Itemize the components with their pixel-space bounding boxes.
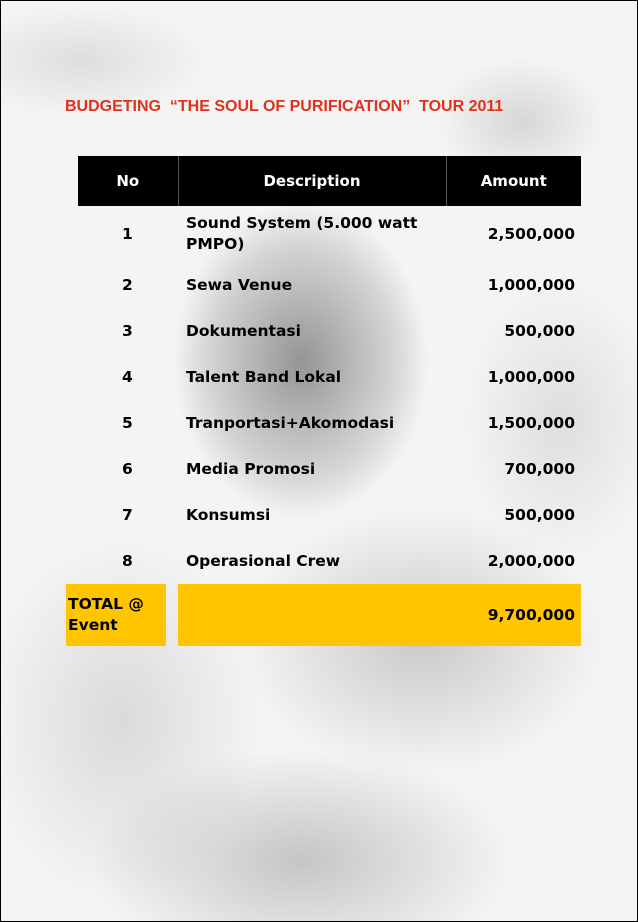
total-label: TOTAL @ Event xyxy=(66,584,166,646)
row-description: Dokumentasi xyxy=(186,321,301,340)
table-row xyxy=(78,206,581,262)
total-spacer xyxy=(178,584,446,646)
row-no: 1 xyxy=(122,225,133,243)
row-amount: 2,000,000 xyxy=(487,552,575,570)
header-amount: Amount xyxy=(446,156,581,206)
table-row xyxy=(78,400,581,446)
row-no: 7 xyxy=(122,506,133,524)
total-row xyxy=(78,584,581,646)
total-amount: 9,700,000 xyxy=(446,584,581,646)
row-amount: 1,000,000 xyxy=(487,276,575,294)
table-row xyxy=(78,492,581,538)
row-amount: 500,000 xyxy=(504,506,575,524)
row-no: 6 xyxy=(122,460,133,478)
table-row xyxy=(78,538,581,584)
row-description: Konsumsi xyxy=(186,505,271,524)
row-amount: 1,000,000 xyxy=(487,368,575,386)
table-row xyxy=(78,354,581,400)
row-amount: 700,000 xyxy=(504,460,575,478)
row-no: 5 xyxy=(122,414,133,432)
table-header-row xyxy=(78,156,581,206)
table-row xyxy=(78,308,581,354)
table-row xyxy=(78,262,581,308)
row-no: 3 xyxy=(122,322,133,340)
table-row xyxy=(78,446,581,492)
row-description: Sewa Venue xyxy=(186,275,293,294)
row-no: 2 xyxy=(122,276,133,294)
row-no: 8 xyxy=(122,552,133,570)
row-description: Sound System (5.000 watt PMPO) xyxy=(186,214,418,253)
header-no: No xyxy=(78,156,178,206)
header-description: Description xyxy=(178,156,446,206)
row-description: Tranportasi+Akomodasi xyxy=(186,413,395,432)
row-description: Media Promosi xyxy=(186,459,316,478)
row-amount: 2,500,000 xyxy=(487,225,575,243)
row-amount: 500,000 xyxy=(504,322,575,340)
page-title: BUDGETING “THE SOUL OF PURIFICATION” TOUR 2011 xyxy=(65,98,504,115)
row-description: Operasional Crew xyxy=(186,551,341,570)
row-description: Talent Band Lokal xyxy=(186,367,342,386)
row-no: 4 xyxy=(122,368,133,386)
budget-table xyxy=(68,156,581,646)
row-amount: 1,500,000 xyxy=(487,414,575,432)
